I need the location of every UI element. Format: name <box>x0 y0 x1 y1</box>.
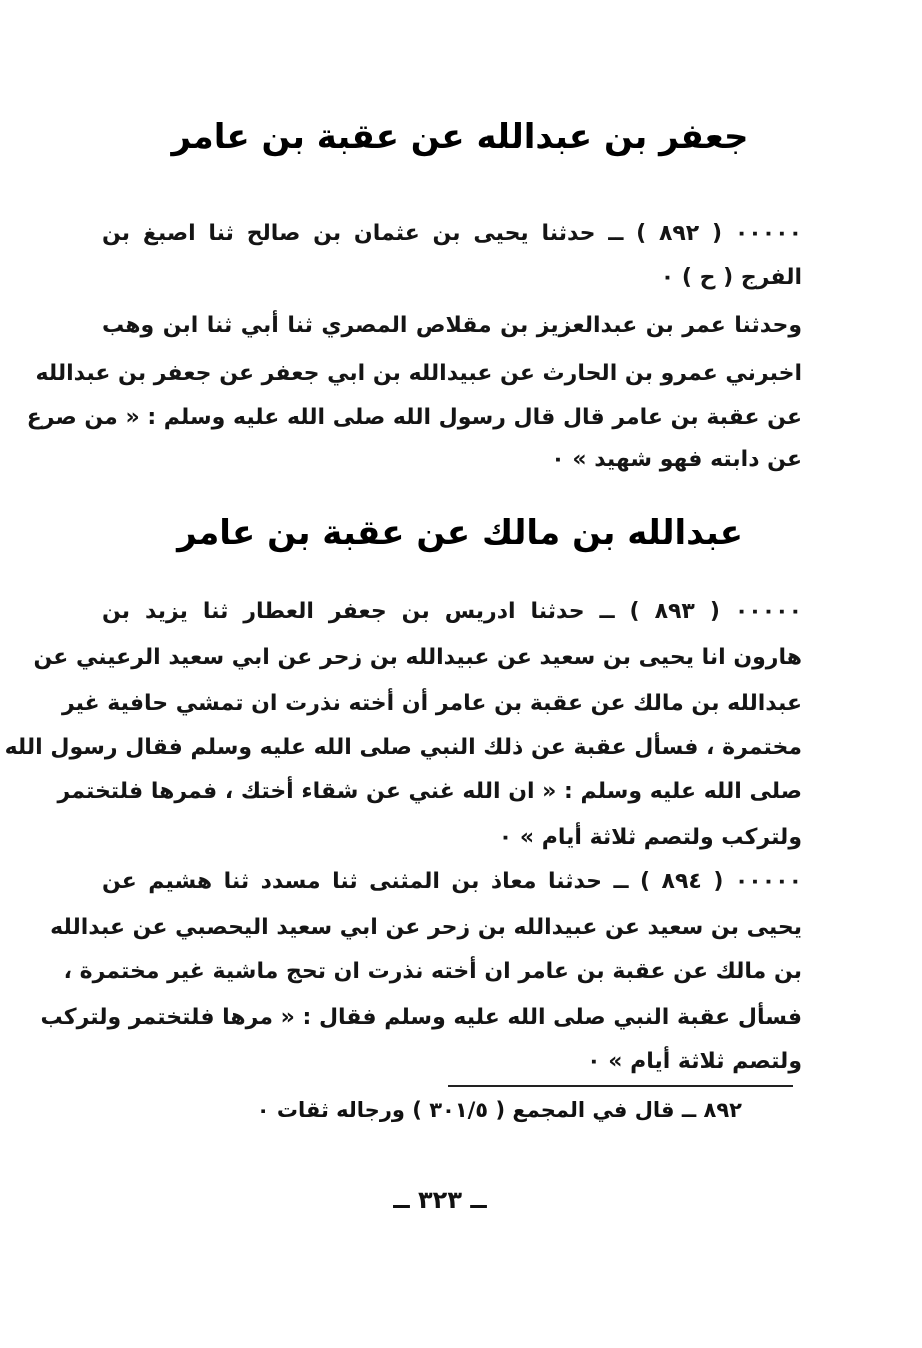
text-line: صلى الله عليه وسلم : « ان الله غني عن شقاء أختك ، فمرها فلتختمر <box>57 779 802 804</box>
footnote-divider <box>448 1085 793 1087</box>
text-line: ٠٠٠٠٠ ( ٨٩٢ ) ــ حدثنا يحيى بن عثمان بن صالح ثنا اصبغ بن <box>102 221 802 246</box>
footnote: ٨٩٢ ــ قال في المجمع ( ٣٠١/٥ ) ورجاله ثقات ٠ <box>256 1098 742 1122</box>
text-line: اخبرني عمرو بن الحارث عن عبيدالله بن ابي جعفر عن جعفر بن عبدالله <box>35 361 802 386</box>
text-line: بن مالك عن عقبة بن عامر ان أخته نذرت ان تحج ماشية غير مختمرة ، <box>63 959 802 984</box>
text-line: عن عقبة بن عامر قال قال رسول الله صلى الله عليه وسلم : « من صرع <box>26 405 802 430</box>
page-number: ــ ٣٢٣ ــ <box>393 1186 487 1214</box>
text-line: وحدثنا عمر بن عبدالعزيز بن مقلاص المصري ثنا أبي ثنا ابن وهب <box>102 313 802 338</box>
text-line: مختمرة ، فسأل عقبة عن ذلك النبي صلى الله عليه وسلم فقال رسول الله <box>4 735 802 760</box>
text-line: ولتركب ولتصم ثلاثة أيام » ٠ <box>498 825 802 850</box>
text-line: ٠٠٠٠٠ ( ٨٩٣ ) ــ حدثنا ادريس بن جعفر العطار ثنا يزيد بن <box>102 599 803 624</box>
text-line: فسأل عقبة النبي صلى الله عليه وسلم فقال : « مرها فلتختمر ولتركب <box>40 1005 802 1030</box>
text-line: الفرج ( ح ) ٠ <box>660 265 802 290</box>
text-line: يحيى بن سعيد عن عبيدالله بن زحر عن ابي سعيد اليحصبي عن عبدالله <box>50 915 802 940</box>
text-line: هارون انا يحيى بن سعيد عن عبيدالله بن زحر عن ابي سعيد الرعيني عن <box>33 645 802 670</box>
section-heading-abdullah: عبدالله بن مالك عن عقبة بن عامر <box>177 513 743 553</box>
section-heading-jaafar: جعفر بن عبدالله عن عقبة بن عامر <box>171 117 749 157</box>
text-line: عن دابته فهو شهيد » ٠ <box>551 447 802 472</box>
text-line: عبدالله بن مالك عن عقبة بن عامر أن أخته نذرت ان تمشي حافية غير <box>61 691 802 716</box>
text-line: ولتصم ثلاثة أيام » ٠ <box>587 1049 802 1074</box>
text-line: ٠٠٠٠٠ ( ٨٩٤ ) ــ حدثنا معاذ بن المثنى ثنا مسدد ثنا هشيم عن <box>102 869 802 894</box>
